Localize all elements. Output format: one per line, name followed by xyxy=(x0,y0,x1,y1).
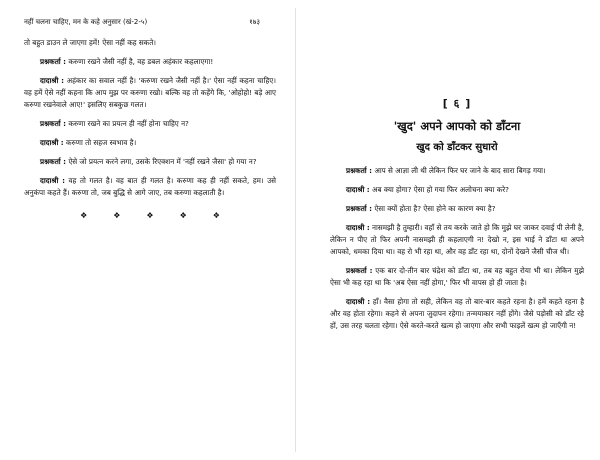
chapter-subtitle: खुद को डाँटकर सुधारो xyxy=(416,142,498,153)
page-number: १७३ xyxy=(249,18,260,26)
section-ornaments xyxy=(24,211,276,220)
paragraph-text: करुणा रखने का प्रयत्न ही नहीं होना चाहिए न? xyxy=(66,119,189,128)
dialogue-paragraph xyxy=(330,296,584,332)
right-page xyxy=(300,0,600,460)
paragraph xyxy=(24,37,276,49)
dialogue-paragraph xyxy=(24,118,276,130)
ornament-icon: ❖ xyxy=(179,211,187,220)
chapter-title: 'खुद' अपने आपको को डाँटना xyxy=(393,119,521,133)
ornament-icon: ❖ xyxy=(212,211,220,220)
dialogue-paragraph xyxy=(330,165,584,177)
paragraph-text: अब क्या होगा? ऐसा हो गया फिर अलोचना क्या करे? xyxy=(369,185,509,194)
speaker-label: प्रश्नकर्ता : xyxy=(346,166,373,175)
dialogue-paragraph xyxy=(24,175,276,199)
paragraph-text: करुणा तो सहज स्वभाव है। xyxy=(63,138,137,147)
dialogue-paragraph xyxy=(24,75,276,111)
speaker-label: प्रश्नकर्ता : xyxy=(346,266,373,275)
running-header xyxy=(24,18,276,27)
speaker-label: प्रश्नकर्ता : xyxy=(346,204,373,213)
dialogue-paragraph xyxy=(330,203,584,215)
dialogue-paragraph xyxy=(330,222,584,258)
speaker-label: दादाश्री : xyxy=(346,223,370,232)
dialogue-paragraph xyxy=(24,56,276,68)
paragraph-text: ऐसा क्यों होता है? ऐसा होने का कारण क्या है? xyxy=(372,204,496,213)
paragraph-text: आप से आज्ञा ली थी लेकिन फिर घर जाने के बाद सारा बिगड़ गया। xyxy=(372,166,546,175)
speaker-label: दादाश्री : xyxy=(40,176,65,185)
chapter-number: [ ६ ] xyxy=(442,97,472,110)
speaker-label: दादाश्री : xyxy=(346,185,370,194)
left-page xyxy=(0,0,290,460)
ornament-icon: ❖ xyxy=(80,211,88,220)
paragraph-text: करुणा रखने जैसी नहीं है, वह डबल अहंकार कहलाएगा! xyxy=(66,57,214,66)
speaker-label: दादाश्री : xyxy=(346,297,371,306)
speaker-label: प्रश्नकर्ता : xyxy=(40,157,67,166)
dialogue-paragraph xyxy=(330,184,584,196)
speaker-label: प्रश्नकर्ता : xyxy=(40,57,67,66)
speaker-label: दादाश्री : xyxy=(40,76,65,85)
speaker-label: दादाश्री : xyxy=(40,138,64,147)
dialogue-paragraph xyxy=(24,137,276,149)
paragraph-text: तो बहुत डाउन ले जाएगा हमें! ऐसा नहीं कह सकते। xyxy=(24,38,157,47)
paragraph-text: एक बार दो-तीन बार चंद्रेश को डाँटा था, तब वह बहुत रोया भी था। लेकिन मुझे ऐसा भी कह रहा था कि 'अब ऐसा नहीं होगा,' फिर भी वापस हो ही जाता है। xyxy=(330,266,585,287)
paragraph-text: अहंकार का सवाल नहीं है। 'करुणा रखने जैसी नहीं है।' ऐसा नहीं कहना चाहिए। वह हमें ऐसे नहीं कहना कि आप मुझ पर करुणा रखो। बल्कि वह तो कहेंगे कि, 'ओहोहो! बड़े आए करुणा रखनेवाले आए!' इसलिए सबकुछ गलत। xyxy=(24,76,277,109)
speaker-label: प्रश्नकर्ता : xyxy=(40,119,67,128)
page-gutter xyxy=(295,8,296,452)
paragraph-text: वह तो गलत है। वह बात ही गलत है। करुणा कह ही नहीं सकते, हम। उसे अनुकंपा कहते हैं। करुणा तो, जब बुद्धि से आगे जाए, तब करुणा कहलाती है। xyxy=(24,176,277,197)
dialogue-paragraph xyxy=(24,156,276,168)
paragraph-text: नासमझी है तुम्हारी। वहाँ से तय करके जाते हो कि मुझे घर जाकर दवाई पी लेनी है, लेकिन न पीए तो फिर अपनी नासमझी ही कहलाएगी न! देखो न, इस भाई ने डाँटा था अपने आपको, धमका दिया था। वह रो भी रहा था, और वह डाँट रहा था, दोनों देखने जैसी चीज थी। xyxy=(330,223,585,256)
dialogue-paragraph xyxy=(330,265,584,289)
header-title: नहीं चलना चाहिए, मन के कहे अनुसार (खं-2-५) xyxy=(24,18,148,26)
ornament-icon: ❖ xyxy=(113,211,121,220)
paragraph-text: ऐसे जो प्रयत्न करने लगा, उसके रिएक्शन में 'नहीं रखने जैसा' हो गया न? xyxy=(66,157,257,166)
paragraph-text: हाँ। वैसा होगा तो सही, लेकिन वह तो बार-बार कहते रहना है। हमें कहते रहना है और वह होता रहेगा। कहने से अपना जुदापन रहेगा। तन्मयाकार नहीं होंगे। जैसे पड़ोसी को डाँट रहे हों, उस तरह चलता रहेगा। ऐसे करते-करते खत्म हो जाएगा और सभी फाइलें खत्म हो जाएँगी न! xyxy=(330,297,585,330)
ornament-icon: ❖ xyxy=(146,211,154,220)
